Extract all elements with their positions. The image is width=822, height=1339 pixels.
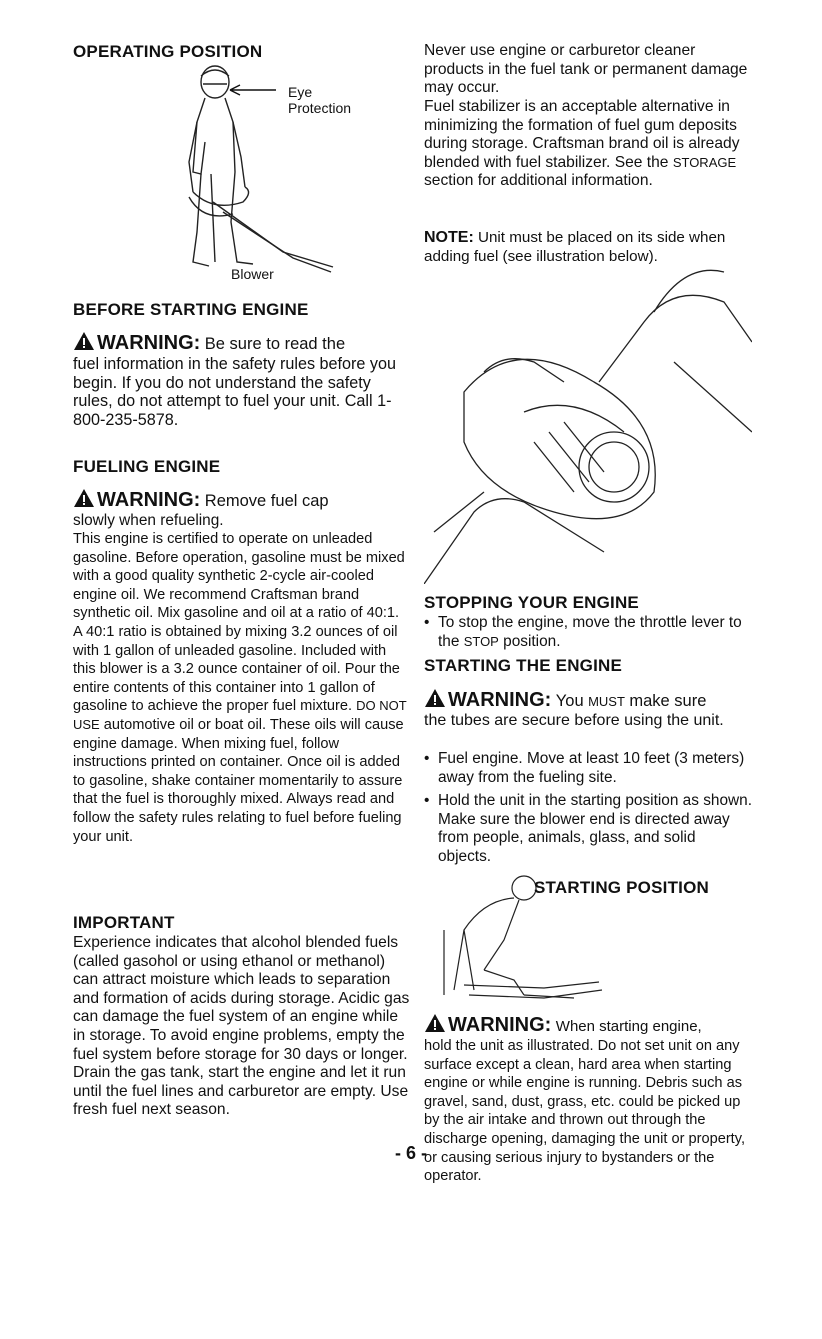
- operating-position-heading: OPERATING POSITION: [73, 42, 263, 61]
- important-heading: IMPORTANT: [73, 913, 175, 932]
- stop-bullet: [424, 614, 752, 651]
- note-label: NOTE:: [424, 229, 474, 246]
- stopping-engine-heading: STOPPING YOUR ENGINE: [424, 593, 639, 612]
- fuel-para-a: This engine is certified to operate on unleaded gasoline. Before operation, gasoline must be mixed with a good quality synthetic 2-cycle air-cooled engine oil. We recommend Craftsman brand synthetic oil. Mix gasoline and oil at a ratio of 40:1. A 40:1 ratio is obtained by mixing 3.2 ounces of oil with 1 gallon of unleaded gasoline. Included with this blower is a 3.2 ounce container of oil. Pour the entire contents of this container into 1 gallon of gasoline to achieve the proper fuel mixture.: [73, 531, 405, 715]
- must-word: MUST: [588, 694, 625, 709]
- warning-2-text: slowly when refueling.: [73, 512, 224, 529]
- before-starting-heading: BEFORE STARTING ENGINE: [73, 300, 309, 319]
- protection-label: Protection: [288, 100, 352, 116]
- fuel-stabilizer-paragraph: [424, 98, 752, 191]
- warning-1-first-line: Be sure to read the: [204, 335, 346, 353]
- eye-label: Eye: [288, 84, 313, 100]
- hold-unit-bullet: • Hold the unit in the starting position as shown. Make sure the blower end is directed away from people, animals, glass, and solid objects.: [424, 792, 752, 866]
- fuel-move-bullet: • Fuel engine. Move at least 10 feet (3 meters) away from the fueling site.: [424, 750, 752, 787]
- important-paragraph: Experience indicates that alcohol blended fuels (called gasohol or using ethanol or methanol) can attract moisture which leads to separation and formation of acids during storage. Acidic gas can damage the fuel system of an engine while in storage. To avoid engine problems, empty the fuel system before storage for 30 days or longer. Drain the gas tank, start the engine and let it run until the fuel lines and carburetor are empty. Use fresh fuel next season.: [73, 934, 410, 1119]
- warning-word: WARNING:: [97, 489, 201, 511]
- fueling-engine-heading: FUELING ENGINE: [73, 457, 221, 476]
- warning-block-3: [424, 688, 752, 731]
- stop-text-a: To stop the engine, move the throttle lever to the: [438, 614, 742, 650]
- warning-4-first-line: When starting engine,: [555, 1018, 702, 1035]
- warning-3-text: the tubes are secure before using the unit.: [424, 712, 724, 729]
- cleaner-warning-paragraph: Never use engine or carburetor cleaner products in the fuel tank or permanent damage may occur.: [424, 42, 748, 97]
- page-number: - 6 -: [394, 1143, 427, 1163]
- warning-3-first-line: make sure: [629, 692, 707, 710]
- warning-block-1: [73, 331, 411, 429]
- warning-2-first-line: Remove fuel cap: [204, 492, 329, 510]
- warning-4-text: hold the unit as illustrated. Do not set unit on any surface except a clean, hard area when starting engine or while engine is running. Debris such as gravel, sand, dust, grass, etc. could be picked up by the air intake and thrown out through the discharge opening, damaging the unit or property, or causing serious injury to bystanders or the operator.: [424, 1038, 745, 1185]
- warning-3-you: You: [555, 692, 584, 710]
- storage-word: STORAGE: [672, 154, 737, 170]
- fueling-illustration: [424, 262, 752, 584]
- warning-triangle-icon: [424, 688, 446, 708]
- stabilizer-text-a: Fuel stabilizer is an acceptable alternative in minimizing the formation of fuel gum deposits during storage. Craftsman brand oil is already blended with fuel stabilizer. See the: [424, 98, 740, 171]
- warning-block-2: [73, 488, 411, 531]
- starting-position-label: STARTING POSITION: [534, 878, 709, 897]
- stop-text-b: position.: [503, 632, 561, 650]
- note-text: Unit must be placed on its side when adding fuel (see illustration below).: [424, 229, 726, 265]
- arrow-left-icon: [228, 84, 278, 96]
- warning-1-text: fuel information in the safety rules before you begin. If you do not understand the safety rules, do not attempt to fuel your unit. Call 1-800-235-5878.: [73, 355, 397, 429]
- fuel-para-b: automotive oil or boat oil. These oils will cause engine damage. When mixing fuel, follow instructions printed on container. Once oil is added to gasoline, shake container momentarily to assure that the fuel is thoroughly mixed. Always read and follow the safety rules relating to fuel before fueling your unit.: [73, 716, 404, 845]
- note-paragraph: [424, 229, 752, 266]
- stop-word: STOP: [463, 633, 499, 649]
- warning-word: WARNING:: [448, 689, 552, 711]
- warning-word: WARNING:: [97, 332, 201, 354]
- warning-triangle-icon: [73, 331, 95, 351]
- fuel-mixture-paragraph: [73, 530, 411, 846]
- warning-triangle-icon: [73, 488, 95, 508]
- warning-triangle-icon: [424, 1013, 446, 1033]
- do-not-use: DO NOT USE: [73, 698, 407, 732]
- warning-word: WARNING:: [448, 1014, 552, 1036]
- stabilizer-text-b: section for additional information.: [424, 172, 653, 190]
- blower-label: Blower: [231, 266, 274, 282]
- starting-engine-heading: STARTING THE ENGINE: [424, 656, 623, 675]
